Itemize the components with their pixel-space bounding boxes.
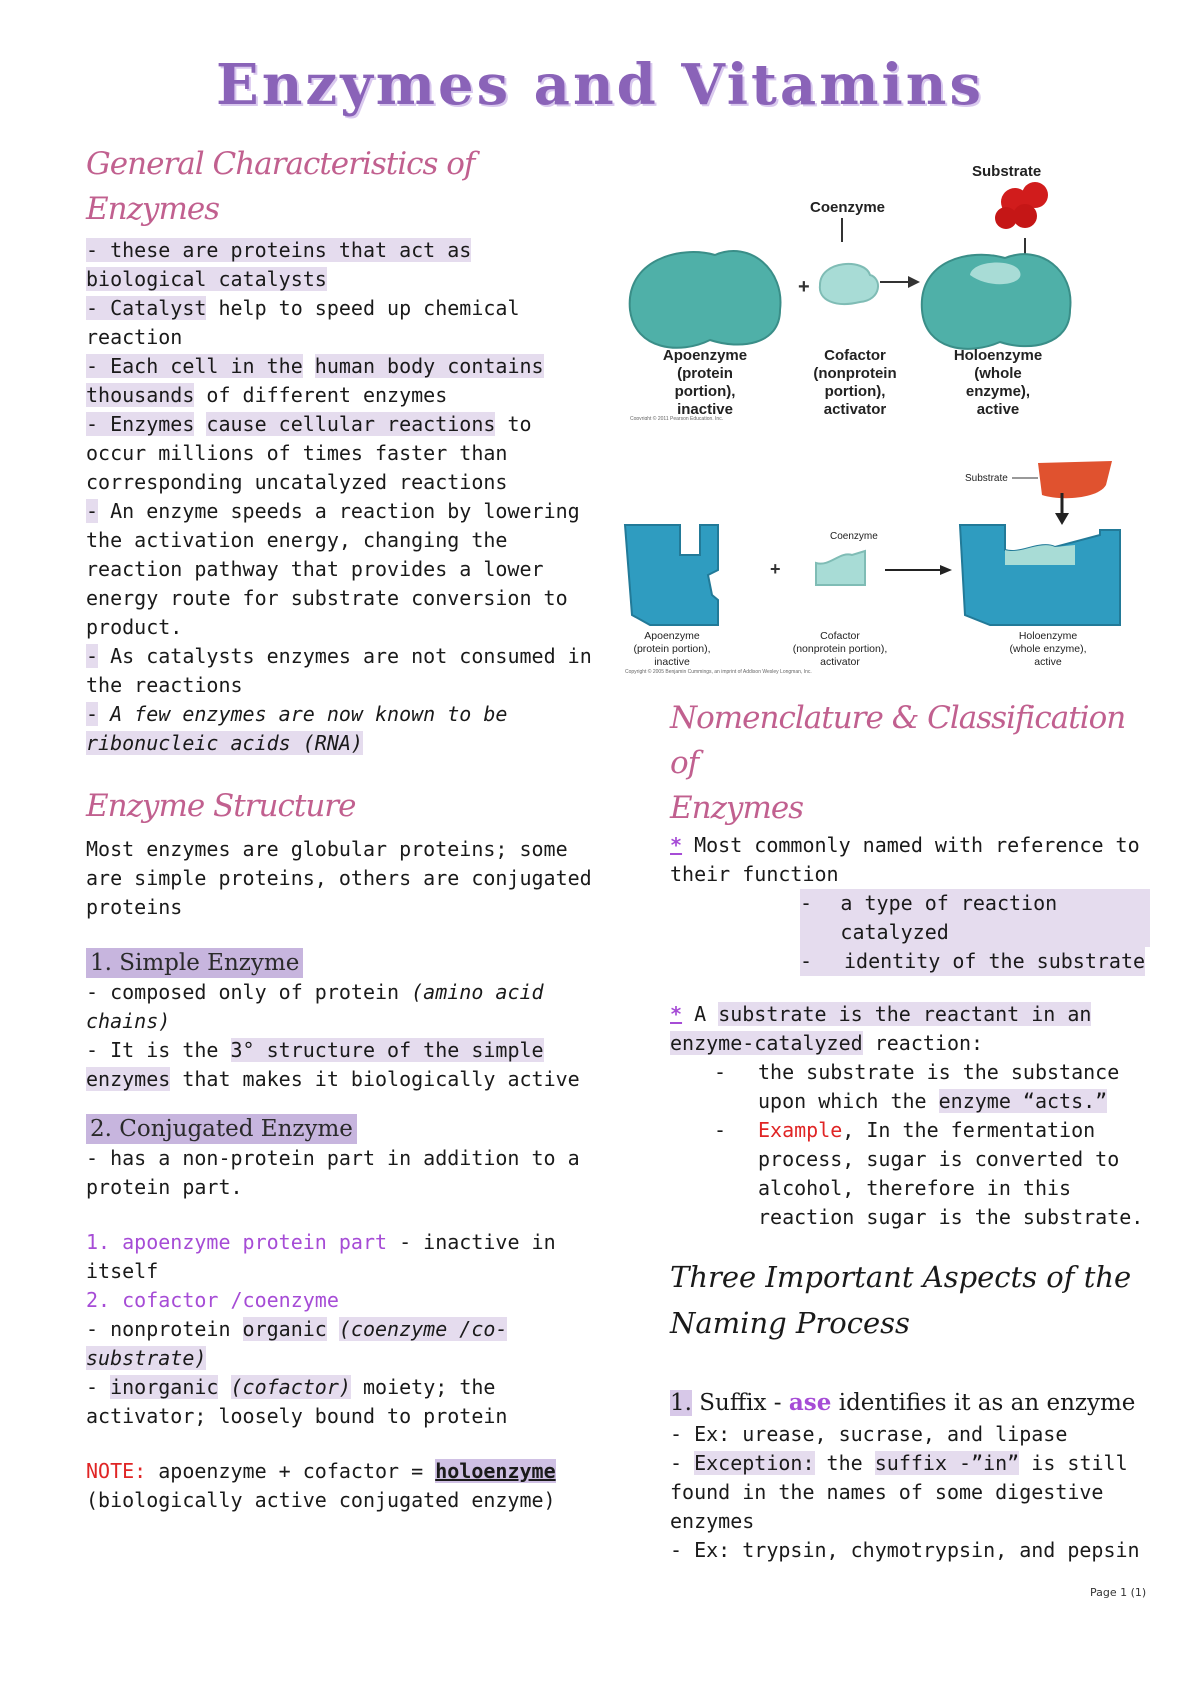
bullet-1b: biological catalysts <box>86 266 327 291</box>
fig1-substrate-label: Substrate <box>972 163 1042 180</box>
bullet-3b: human body contains <box>314 353 544 378</box>
svg-text:activator: activator <box>820 656 860 668</box>
fig1-coenzyme-label: Coenzyme <box>810 199 886 216</box>
svg-text:(protein portion),: (protein portion), <box>633 643 711 655</box>
nomenclature-list-2: - the substrate is the substance upon which the enzyme “acts.” - Example, In the fermentation process, sugar is converted to alcohol, therefore in this reaction sugar is the substrate. <box>714 1059 1144 1229</box>
nomenclature-p1: * Most commonly named with reference to their function <box>670 832 1140 886</box>
left-column <box>86 142 596 1515</box>
page-number: Page 1 (1) <box>1090 1586 1147 1599</box>
nomenclature-p2: * A substrate is the reactant in an enzyme-catalyzed reaction: <box>670 1001 1092 1055</box>
cofactor-shape <box>820 264 878 304</box>
nomenclature-heading: Nomenclature & Classification of Enzymes <box>670 700 1126 826</box>
bullet-5a: - <box>86 498 99 523</box>
svg-text:(nonprotein portion),: (nonprotein portion), <box>792 643 888 655</box>
bullet-7a: - <box>86 701 99 726</box>
svg-text:portion),: portion), <box>674 383 736 400</box>
conjugated-parts: 1. apoenzyme protein part - inactive in itself 2. cofactor /coenzyme - nonprotein organic (coenzyme /co-substrate) - inorganic (cofactor) moiety; the activator; loosely bound to protein <box>86 1229 556 1428</box>
fig2-cofactor-shape <box>816 551 865 585</box>
svg-text:Cofactor: Cofactor <box>820 630 860 642</box>
bullet-4b: cause cellular reactions <box>206 411 496 436</box>
note-label: NOTE: <box>86 1458 147 1483</box>
structure-intro: Most enzymes are globular proteins; some are simple proteins, others are conjugated proteins <box>86 836 592 919</box>
svg-text:active: active <box>1034 656 1062 668</box>
bullet-7b: A few enzymes are now known to be <box>110 701 508 726</box>
bullet-3c: thousands <box>86 382 195 407</box>
svg-text:Holoenzyme: Holoenzyme <box>953 347 1043 364</box>
bullet-3d: of different enzymes <box>206 382 448 407</box>
svg-text:Holoenzyme: Holoenzyme <box>1018 630 1078 642</box>
bullet-2a: - Catalyst <box>86 295 207 320</box>
suffix-examples: - Ex: urease, sucrase, and lipase - Exception: the suffix -”in” is still found in the names of some digestive enzymes - Ex: trypsin, chymotrypsin, and pepsin <box>670 1421 1140 1562</box>
bullet-4a: - Enzymes <box>86 411 195 436</box>
enzyme-figure-1 <box>620 160 1140 420</box>
general-heading: General Characteristics of Enzymes <box>86 146 475 227</box>
svg-text:(whole: (whole <box>974 365 1022 382</box>
svg-text:portion),: portion), <box>824 383 886 400</box>
fig1-copyright: Copyright © 2011 Pearson Education, Inc. <box>630 416 724 420</box>
nomenclature-list-1: - a type of reaction catalyzed - identity of the substrate <box>670 889 1150 976</box>
fig2-substrate-shape <box>1038 461 1112 498</box>
fig2-coenzyme-label: Coenzyme <box>830 531 878 542</box>
svg-text:enzyme),: enzyme), <box>965 383 1031 400</box>
bullet-2b: help to speed up chemical reaction <box>86 295 520 349</box>
bullet-6b: As catalysts enzymes are not consumed in the reactions <box>86 643 592 697</box>
bullet-6a: - <box>86 643 99 668</box>
suffix-line: 1. Suffix - ase identifies it as an enzyme <box>670 1388 1136 1416</box>
note: NOTE: apoenzyme + cofactor = holoenzyme (biologically active conjugated enzyme) <box>86 1458 556 1512</box>
svg-text:active: active <box>976 401 1020 418</box>
fig2-holoenzyme-shape <box>960 525 1120 625</box>
fig2-substrate-label: Substrate <box>965 473 1008 484</box>
bullet-7c: ribonucleic acids (RNA) <box>86 730 363 755</box>
holoenzyme-term: holoenzyme <box>435 1458 556 1483</box>
bullet-1a: - these are proteins that act as <box>86 237 472 262</box>
svg-text:Apoenzyme: Apoenzyme <box>662 347 748 364</box>
apoenzyme-shape <box>630 251 781 348</box>
svg-text:Cofactor: Cofactor <box>824 347 886 364</box>
bullet-3a: - Each cell in the <box>86 353 303 378</box>
svg-text:inactive: inactive <box>654 656 690 668</box>
simple-enzyme-body: - composed only of protein (amino acid chains) - It is the 3° structure of the simple enzymes that makes it biologically active <box>86 979 580 1091</box>
svg-text:activator: activator <box>823 401 887 418</box>
fig2-copyright: Copyright © 2005 Benjamin Cummings, an imprint of Addison Wesley Longman, Inc. <box>625 669 812 675</box>
structure-heading: Enzyme Structure <box>86 787 356 824</box>
svg-text:(whole enzyme),: (whole enzyme), <box>1009 643 1087 655</box>
svg-text:+: + <box>770 559 781 579</box>
conjugated-enzyme-body: - has a non-protein part in addition to a protein part. <box>86 1145 580 1199</box>
fig1-apo-caption <box>663 347 747 418</box>
page-title: Enzymes and Vitamins <box>216 52 984 118</box>
aspects-heading: Three Important Aspects of the Naming Process <box>670 1259 1132 1340</box>
fig2-apo-caption <box>633 630 710 668</box>
svg-text:inactive: inactive <box>677 401 733 418</box>
conjugated-enzyme-heading: 2. Conjugated Enzyme <box>86 1114 596 1144</box>
bullet-5b: An enzyme speeds a reaction by lowering the activation energy, changing the reaction pathway that provides a lower energy route for substrate conversion to product. <box>86 498 580 639</box>
fig2-apoenzyme-shape <box>625 525 718 625</box>
simple-enzyme-heading: 1. Simple Enzyme <box>86 948 596 978</box>
svg-text:(nonprotein: (nonprotein <box>813 365 897 382</box>
svg-text:+: + <box>798 276 810 298</box>
right-column <box>670 696 1150 1565</box>
fig1-holo-caption <box>954 347 1042 418</box>
enzyme-figure-2 <box>620 455 1140 675</box>
fig2-cof-caption <box>793 630 888 668</box>
fig1-cof-caption <box>813 347 896 418</box>
svg-text:Apoenzyme: Apoenzyme <box>644 630 700 642</box>
fig2-holo-caption <box>1009 630 1086 668</box>
general-bullets <box>86 236 596 758</box>
bullet-4c: to occur millions of times faster than corresponding uncatalyzed reactions <box>86 411 532 494</box>
svg-text:(protein: (protein <box>677 365 733 382</box>
